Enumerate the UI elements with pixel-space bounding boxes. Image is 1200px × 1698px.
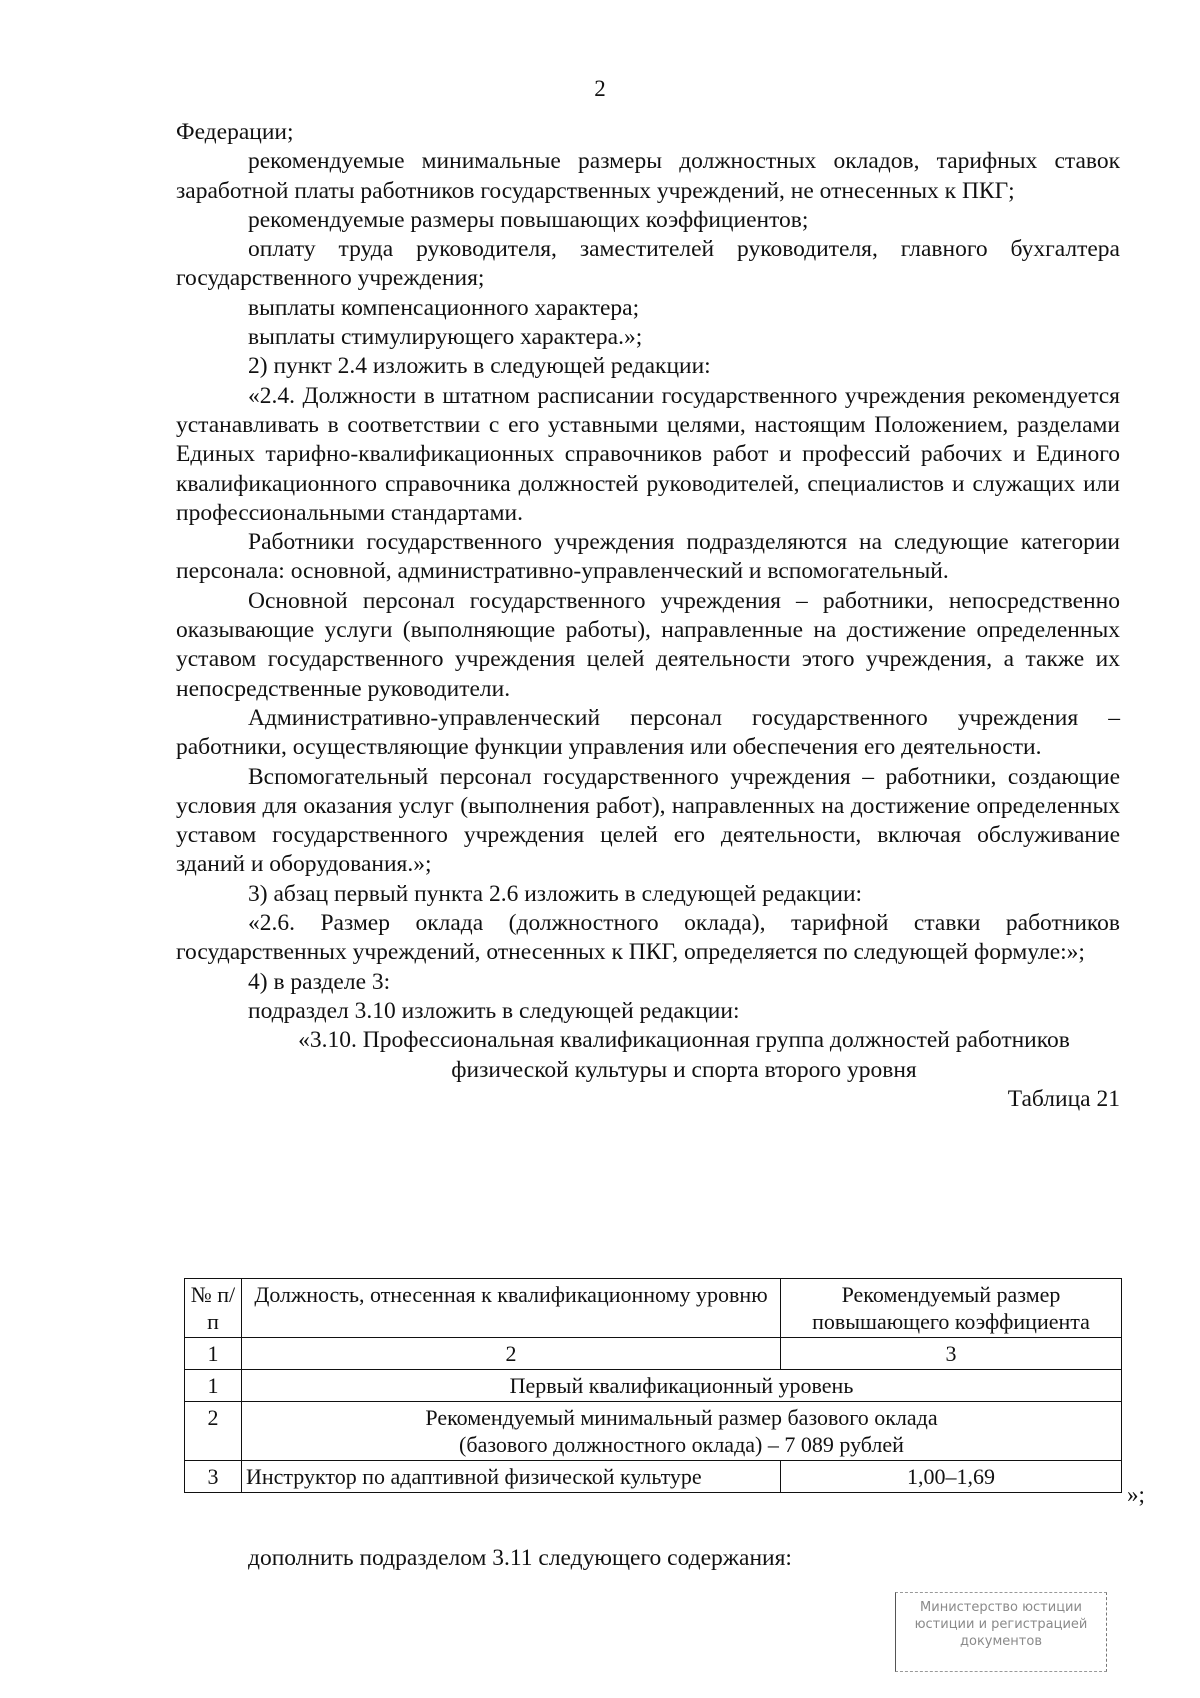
table-row <box>185 1461 1122 1493</box>
table-cell: 2 <box>185 1402 242 1461</box>
closing-quote-mark: »; <box>1127 1482 1145 1507</box>
table-header-row <box>185 1279 1122 1338</box>
header-cell-number: № п/п <box>185 1279 242 1338</box>
header-cell-coefficient: Рекомендуемый размер повышающего коэффициента <box>781 1279 1122 1338</box>
table-cell: 2 <box>242 1338 781 1370</box>
paragraph: Административно-управленческий персонал государственного учреждения – работники, осуществляющие функции управления или обеспечения его деятельности. <box>176 704 1120 761</box>
paragraph: Федерации; <box>176 119 294 145</box>
stamp-line: документов <box>960 1634 1042 1649</box>
table-row <box>185 1370 1122 1402</box>
paragraph: рекомендуемые минимальные размеры должностных окладов, тарифных ставок заработной платы работников государственных учреждений, не отнесенных к ПКГ; <box>176 148 1120 204</box>
paragraph: дополнить подразделом 3.11 следующего содержания: <box>248 1545 792 1571</box>
stamp-line: юстиции и регистрацией <box>914 1617 1088 1632</box>
table-cell: 3 <box>185 1461 242 1493</box>
data-table <box>184 1278 1122 1493</box>
paragraph: выплаты стимулирующего характера.»; <box>248 324 643 351</box>
paragraph: Основной персонал государственного учреждения – работники, непосредственно оказывающие услуги (выполняющие работы), направленные на достижение определенных уставом государственного учреждения целей деятельности этого учреждения, а также их непосредственные руководители. <box>176 587 1120 702</box>
registration-stamp <box>895 1592 1107 1672</box>
table-container <box>184 1278 1122 1493</box>
document-body <box>176 118 1120 1114</box>
table-cell: 1 <box>185 1370 242 1402</box>
stamp-line: Министерство юстиции <box>920 1600 1082 1615</box>
paragraph: 3) абзац первый пункта 2.6 изложить в следующей редакции: <box>248 880 863 907</box>
paragraph: выплаты компенсационного характера; <box>248 294 640 321</box>
header-cell-position: Должность, отнесенная к квалификационному уровню <box>242 1279 781 1338</box>
table-cell: Первый квалификационный уровень <box>242 1370 1122 1402</box>
table-cell: 1,00–1,69 <box>781 1461 1122 1493</box>
paragraph: Вспомогательный персонал государственного учреждения – работники, создающие условия для оказания услуг (выполнения работ), направленных на достижение определенных уставом государственного учреждения целей его деятельности, включая обслуживание зданий и оборудования.»; <box>176 763 1120 878</box>
section-heading-line: «3.10. Профессиональная квалификационная группа должностей работников <box>298 1027 1070 1054</box>
table-label: Таблица 21 <box>1007 1085 1120 1112</box>
paragraph: 2) пункт 2.4 изложить в следующей редакции: <box>248 353 711 380</box>
table-cell: 1 <box>185 1338 242 1370</box>
table-cell-line: (базового должностного оклада) – 7 089 рублей <box>459 1432 904 1457</box>
section-heading <box>248 1026 1120 1085</box>
table-cell-line: Рекомендуемый минимальный размер базового оклада <box>425 1405 938 1430</box>
paragraph: 4) в разделе 3: <box>248 968 391 995</box>
paragraph: Работники государственного учреждения подразделяются на следующие категории персонала: основной, административно-управленческий и вспомогательный. <box>176 529 1120 585</box>
page-number: 2 <box>594 76 606 101</box>
paragraph: оплату труда руководителя, заместителей руководителя, главного бухгалтера государственного учреждения; <box>176 236 1120 292</box>
section-heading-line: физической культуры и спорта второго уровня <box>451 1056 917 1083</box>
paragraph: «2.6. Размер оклада (должностного оклада), тарифной ставки работников государственных учреждений, отнесенных к ПКГ, определяется по следующей формуле:»; <box>176 910 1120 966</box>
paragraph: подраздел 3.10 изложить в следующей редакции: <box>248 997 740 1024</box>
table-row <box>185 1402 1122 1461</box>
paragraph: «2.4. Должности в штатном расписании государственного учреждения рекомендуется устанавливать в соответствии с его уставными целями, настоящим Положением, разделами Единых тарифно-квалификационных справочников работ и профессий рабочих и Единого квалификационного справочника должностей руководителей, специалистов и служащих или профессиональными стандартами. <box>176 382 1120 526</box>
table-cell: 3 <box>781 1338 1122 1370</box>
table-cell: Инструктор по адаптивной физической культуре <box>242 1461 781 1493</box>
table-cell <box>242 1402 1122 1461</box>
table-numbering-row <box>185 1338 1122 1370</box>
paragraph: рекомендуемые размеры повышающих коэффициентов; <box>248 206 809 233</box>
